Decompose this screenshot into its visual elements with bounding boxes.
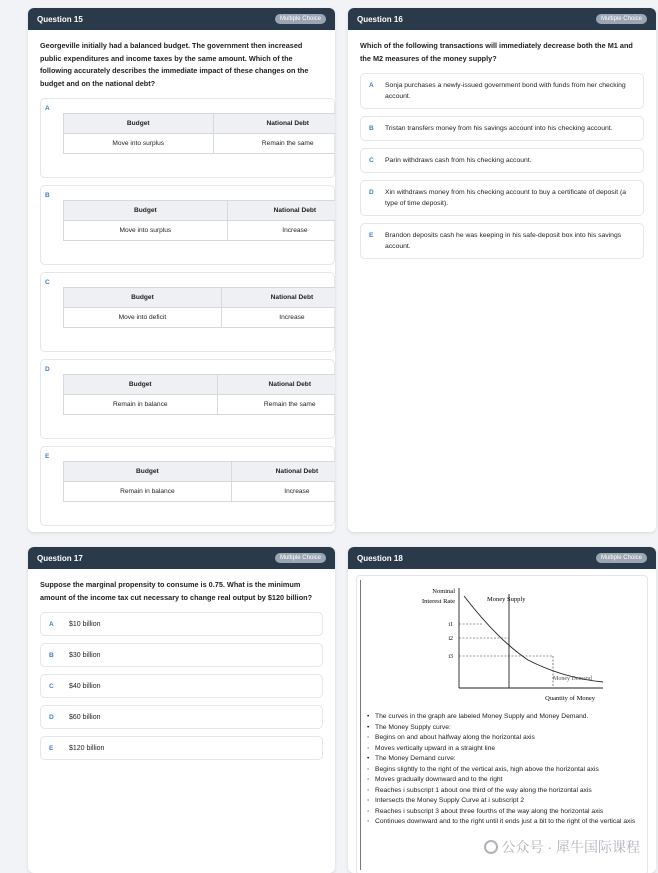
description-item: ◦ Begins slightly to the right of the vertical axis, high above the horizontal axis <box>369 765 641 776</box>
money-supply-label: Money Supply <box>487 596 526 603</box>
column-header-national-debt: National Debt <box>221 288 335 308</box>
national-debt-cell: Increase <box>227 221 335 241</box>
answer-option-d[interactable] <box>40 359 335 439</box>
answer-option-b[interactable] <box>360 116 644 141</box>
option-letter: E <box>369 232 374 239</box>
column-header-budget: Budget <box>64 201 228 221</box>
national-debt-cell: Increase <box>221 308 335 328</box>
description-item: ◦ Reaches i subscript 3 about three fourths of the way along the horizontal axis <box>369 807 641 818</box>
question-title: Question 16 <box>357 14 403 24</box>
option-letter: C <box>369 157 374 164</box>
description-item: ◦ Intersects the Money Supply Curve at i subscript 2 <box>369 796 641 807</box>
budget-cell: Remain in balance <box>64 395 218 415</box>
option-table <box>63 374 335 415</box>
answer-option-a[interactable] <box>40 98 335 178</box>
watermark <box>484 837 640 857</box>
description-item: ◦ Continues downward and to the right until it ends just a bit to the right of the vertical axis <box>369 817 641 828</box>
money-demand-label: Money Demand <box>553 676 592 682</box>
question-15-header <box>28 8 335 30</box>
column-header-national-debt: National Debt <box>227 201 335 221</box>
option-letter: D <box>49 713 54 721</box>
i2-tick-label: i2 <box>448 636 453 642</box>
column-header-budget: Budget <box>64 288 222 308</box>
budget-cell: Move into deficit <box>64 308 222 328</box>
option-letter: A <box>369 82 374 89</box>
option-text: Sonja purchases a newly-issued government bond with funds from her checking account. <box>385 82 626 100</box>
option-table <box>63 287 335 328</box>
y-axis-label-line1: Nominal <box>432 588 455 595</box>
option-text: $40 billion <box>69 682 101 690</box>
option-letter: E <box>45 453 50 460</box>
question-title: Question 15 <box>37 14 83 24</box>
question-16-header <box>348 8 656 30</box>
column-header-budget: Budget <box>64 114 214 134</box>
question-17-header <box>28 547 335 569</box>
description-item: ◦ Reaches i subscript 1 about one third of the way along the horizontal axis <box>369 786 641 797</box>
answer-option-b[interactable] <box>40 185 335 265</box>
answer-option-c[interactable] <box>40 674 323 698</box>
option-letter: C <box>45 279 50 286</box>
answer-option-d[interactable] <box>40 705 323 729</box>
question-type-badge: Multiple Choice <box>275 553 326 563</box>
option-text: Tristan transfers money from his savings account into his checking account. <box>385 125 613 132</box>
watermark-text: 公众号 · 犀牛国际课程 <box>501 839 640 855</box>
question-title: Question 18 <box>357 553 403 563</box>
option-text: Parin withdraws cash from his checking account. <box>385 157 532 164</box>
question-15-card <box>28 8 335 532</box>
y-axis-label-line2: Interest Rate <box>421 598 455 605</box>
option-letter: B <box>49 651 54 659</box>
description-item: ◦ Moves gradually downward and to the right <box>369 775 641 786</box>
option-text: Brandon deposits cash he was keeping in his safe-deposit box into his savings account. <box>385 232 622 250</box>
option-text: $30 billion <box>69 651 101 659</box>
answer-option-e[interactable] <box>40 736 323 760</box>
answer-option-a[interactable] <box>40 612 323 636</box>
national-debt-cell: Remain the same <box>213 134 335 154</box>
option-text: $120 billion <box>69 744 105 752</box>
description-item: ◦ Moves vertically upward in a straight line <box>369 744 641 755</box>
description-item: • The Money Demand curve: <box>369 754 641 765</box>
option-letter: D <box>369 189 374 196</box>
column-header-budget: Budget <box>64 375 218 395</box>
i1-tick-label: i1 <box>448 622 453 628</box>
question-prompt: Suppose the marginal propensity to consume is 0.75. What is the minimum amount of the income tax cut necessary to change real output by $120 billion? <box>40 580 313 602</box>
option-letter: A <box>49 620 54 628</box>
question-16-card <box>348 8 656 532</box>
description-item: • The curves in the graph are labeled Money Supply and Money Demand. <box>369 712 641 723</box>
i3-tick-label: i3 <box>448 654 453 660</box>
question-prompt: Georgeville initially had a balanced budget. The government then increased public expenditures and income taxes by the same amount. Which of the following accurately describes the immediate impact of these changes on the budget and on the national debt? <box>40 41 309 88</box>
question-type-badge: Multiple Choice <box>275 14 326 24</box>
option-letter: E <box>49 744 54 752</box>
answer-option-c[interactable] <box>360 148 644 173</box>
question-type-badge: Multiple Choice <box>596 14 647 24</box>
answer-option-b[interactable] <box>40 643 323 667</box>
answer-option-e[interactable] <box>360 223 644 259</box>
answer-option-e[interactable] <box>40 446 335 526</box>
money-market-graph <box>363 582 649 712</box>
figure-border <box>360 580 361 870</box>
x-axis-label: Quantity of Money <box>545 695 595 702</box>
money-demand-curve <box>464 596 603 682</box>
answer-option-a[interactable] <box>360 73 644 109</box>
wechat-icon <box>484 840 498 854</box>
answer-option-d[interactable] <box>360 180 644 216</box>
option-letter: C <box>49 682 54 690</box>
option-letter: B <box>45 192 50 199</box>
option-text: $60 billion <box>69 713 101 721</box>
column-header-national-debt: National Debt <box>231 462 335 482</box>
question-type-badge: Multiple Choice <box>596 553 647 563</box>
question-17-card <box>28 547 335 873</box>
column-header-budget: Budget <box>64 462 232 482</box>
option-table <box>63 200 335 241</box>
column-header-national-debt: National Debt <box>217 375 335 395</box>
option-text: Xin withdraws money from his checking account to buy a certificate of deposit (a type of time deposit). <box>385 189 627 207</box>
option-letter: D <box>45 366 50 373</box>
question-title: Question 17 <box>37 553 83 563</box>
column-header-national-debt: National Debt <box>213 114 335 134</box>
option-table <box>63 461 335 502</box>
description-item: ◦ Begins on and about halfway along the horizontal axis <box>369 733 641 744</box>
question-18-header <box>348 547 656 569</box>
budget-cell: Move into surplus <box>64 221 228 241</box>
answer-option-c[interactable] <box>40 272 335 352</box>
description-item: • The Money Supply curve: <box>369 723 641 734</box>
question-prompt: Which of the following transactions will immediately decrease both the M1 and the M2 measures of the money supply? <box>360 41 633 63</box>
option-letter: A <box>45 105 50 112</box>
question-18-card <box>348 547 656 873</box>
option-letter: B <box>369 125 374 132</box>
national-debt-cell: Increase <box>231 482 335 502</box>
budget-cell: Remain in balance <box>64 482 232 502</box>
option-table <box>63 113 335 154</box>
budget-cell: Move into surplus <box>64 134 214 154</box>
graph-figure <box>356 575 648 873</box>
option-text: $10 billion <box>69 620 101 628</box>
graph-description-list <box>363 712 641 828</box>
national-debt-cell: Remain the same <box>217 395 335 415</box>
